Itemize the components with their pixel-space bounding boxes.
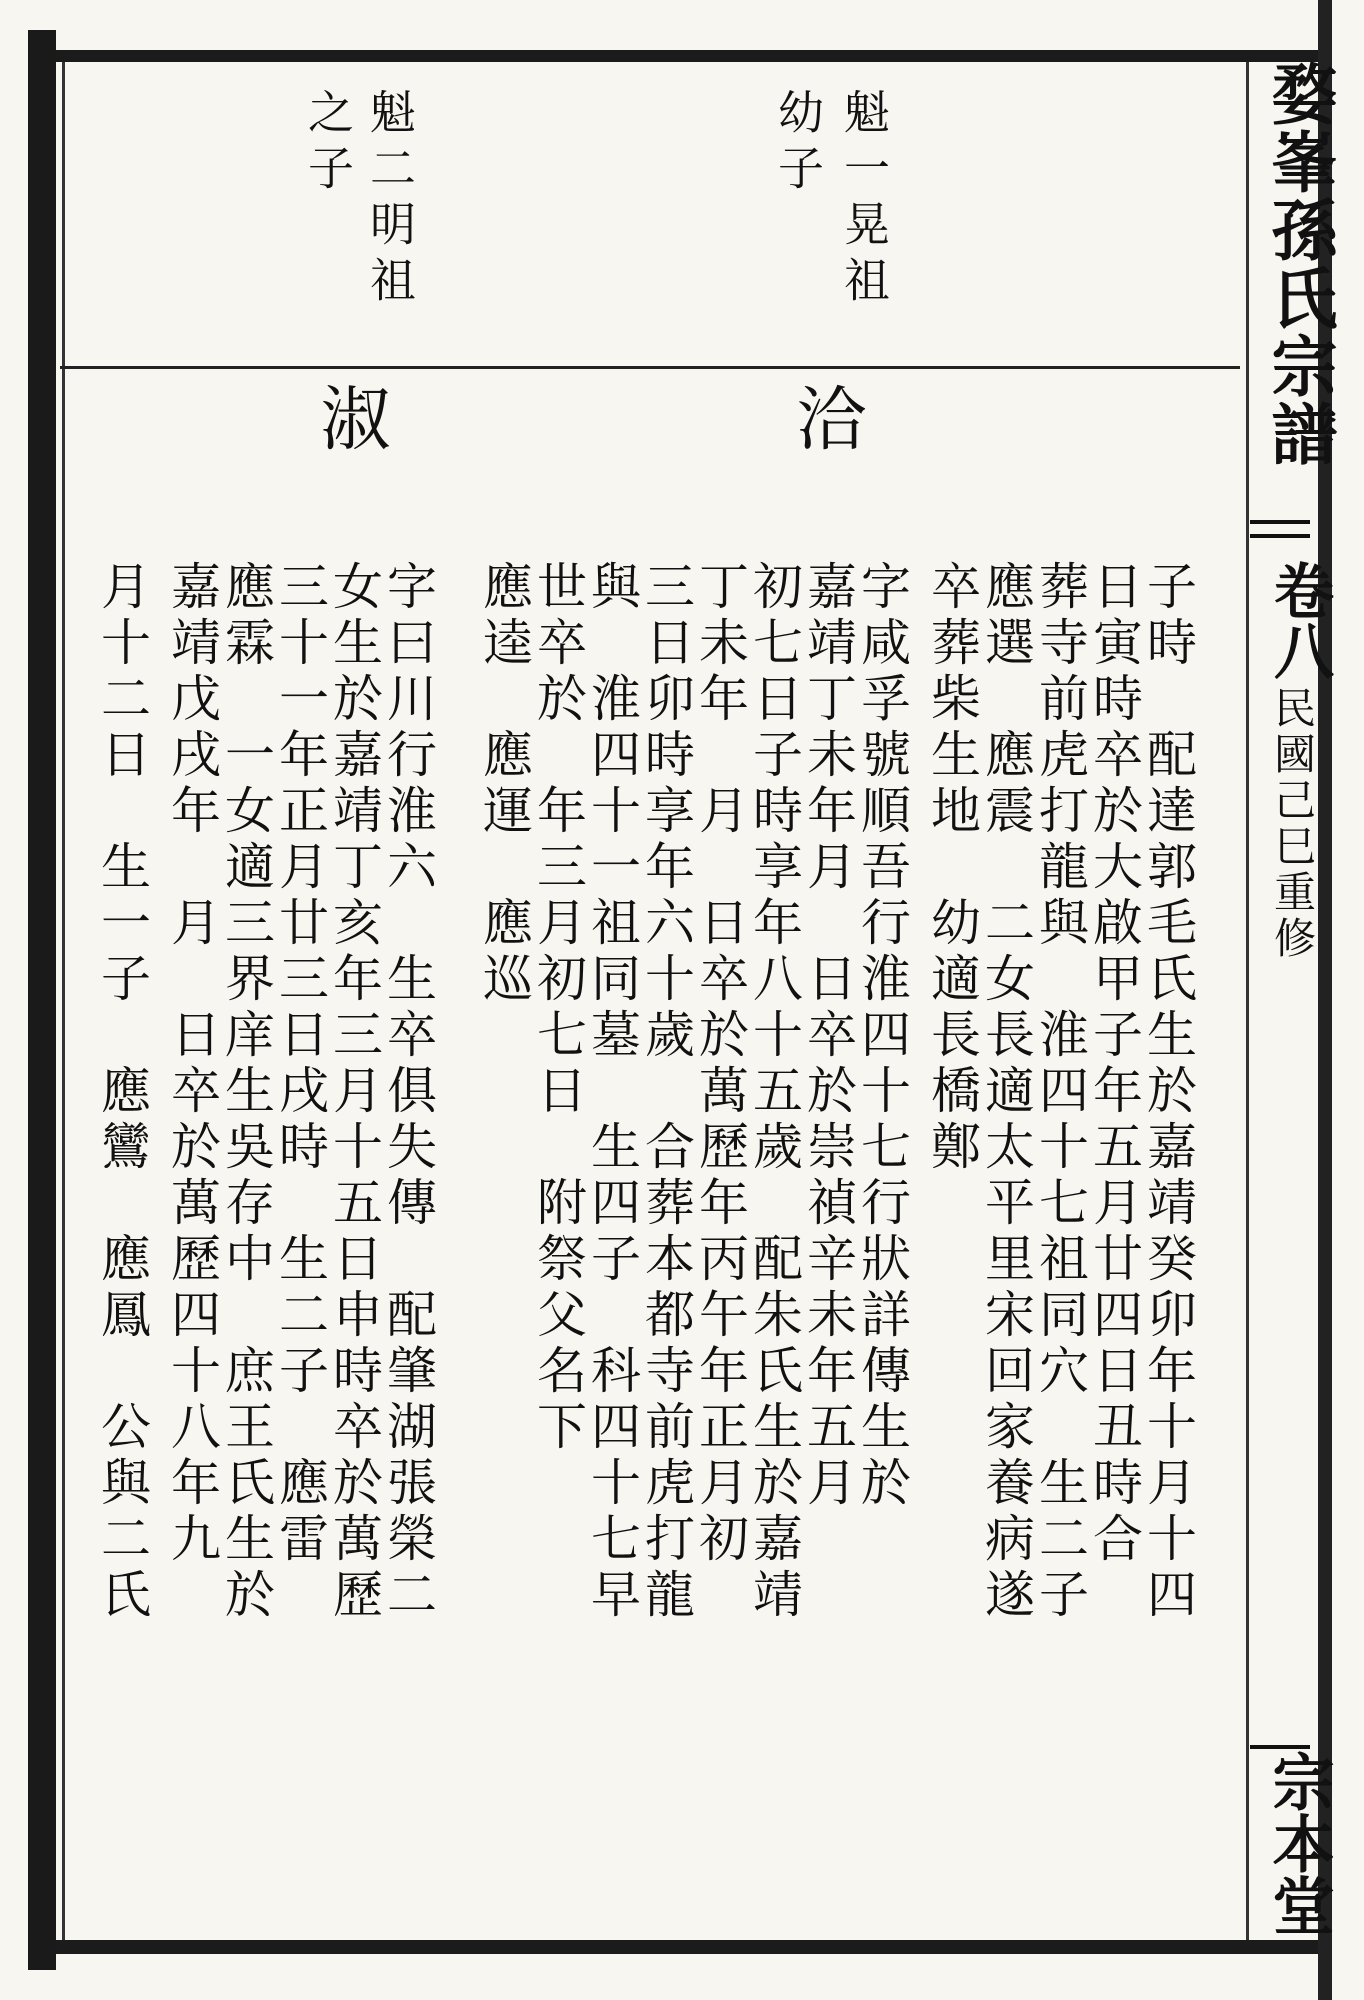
- text-column: 與 淮四十一祖同墓 生四子 科四十七早: [583, 560, 641, 1624]
- text-column: 丁未年 月 日卒於萬歷年丙午年正月初: [691, 560, 749, 1568]
- person-name: 洽: [785, 382, 867, 452]
- text-column: 子時 配達郭毛氏生於嘉靖癸卯年十月十四: [1139, 560, 1197, 1624]
- spine-divider-line: [1246, 62, 1249, 1940]
- spine-title: 婺峯孫氏宗譜: [1260, 60, 1338, 468]
- lineage-note: 之子: [301, 88, 355, 200]
- spine-edition: 民國己巳重修: [1268, 686, 1317, 962]
- spine-hall-name: 宗本堂: [1262, 1750, 1335, 1936]
- text-column: 三日卯時享年六十歲 合葬本都寺前虎打龍: [637, 560, 695, 1624]
- text-column: 嘉靖丁未年月 日卒於崇禎辛未年五月: [799, 560, 857, 1512]
- text-column: 應逵 應運 應巡: [475, 560, 533, 1008]
- left-frame-line: [62, 62, 65, 1940]
- text-column: 三十一年正月廿三日戌時 生二子 應雷: [271, 560, 329, 1568]
- text-column: 女生於嘉靖丁亥年三月十五日申時卒於萬歷: [325, 560, 383, 1624]
- text-column: 應霖 一女適三界庠生吳存中 庶王氏生於: [217, 560, 275, 1624]
- text-column: 字曰川行淮六 生卒俱失傳 配肇湖張榮二: [379, 560, 437, 1624]
- text-column: 嘉靖戊戌年 月 日卒於萬歷四十八年九: [163, 560, 221, 1568]
- scan-left-edge: [28, 30, 56, 1970]
- top-border-rule: [56, 50, 1318, 62]
- bottom-border-rule: [56, 1940, 1318, 1954]
- text-column: 初七日子時享年八十五歲 配朱氏生於嘉靖: [745, 560, 803, 1624]
- lineage-note: 魁一晃祖: [837, 88, 891, 312]
- fishtail-marker: [1250, 520, 1310, 538]
- register-divider-rule: [60, 366, 1240, 369]
- person-name: 淑: [309, 382, 391, 452]
- text-column: 月十二日 生一子 應鸞 應鳳 公與二氏: [93, 560, 151, 1624]
- text-column: 葬寺前虎打龍與 淮四十七祖同穴 生二子: [1031, 560, 1089, 1624]
- lineage-note: 魁二明祖: [363, 88, 417, 312]
- lineage-note: 幼子: [771, 88, 825, 200]
- text-column: 卒葬柴生地 幼適長橋鄭: [923, 560, 981, 1176]
- text-column: 字咸孚號順吾行淮四十七行狀詳傳生於: [853, 560, 911, 1512]
- text-column: 應選 應震 二女長適太平里宋回家養病遂: [977, 560, 1035, 1624]
- text-column: 日寅時卒於大啟甲子年五月廿四日丑時合: [1085, 560, 1143, 1568]
- text-column: 世卒於 年三月初七日 附祭父名下: [529, 560, 587, 1456]
- spine-volume: 卷八: [1264, 560, 1334, 680]
